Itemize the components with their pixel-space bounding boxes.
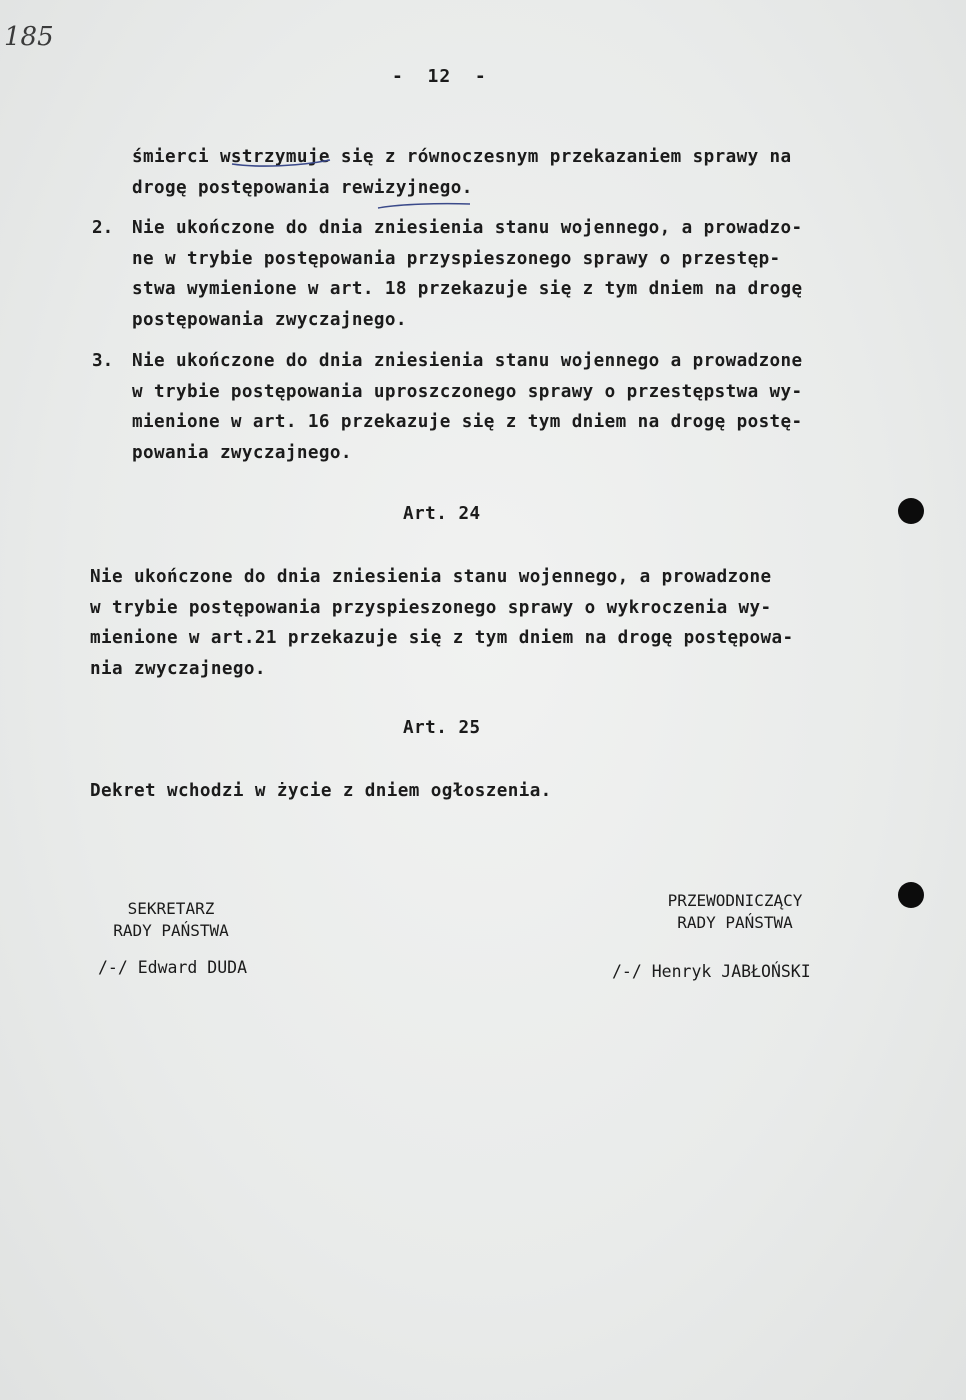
- article-line: Nie ukończone do dnia zniesienia stanu wojennego, a prowadzone: [90, 567, 772, 587]
- item-line: mienione w art. 16 przekazuje się z tym dniem na drogę postę-: [132, 412, 803, 432]
- punch-hole: [898, 882, 924, 908]
- article-24-text: [90, 562, 794, 684]
- article-24-heading: Art. 24: [403, 504, 481, 524]
- item-line: Nie ukończone do dnia zniesienia stanu wojennego a prowadzone: [132, 351, 803, 371]
- article-25-heading: Art. 25: [403, 718, 481, 738]
- item-text: [132, 213, 803, 335]
- article-line: w trybie postępowania przyspieszonego sprawy o wykroczenia wy-: [90, 597, 772, 618]
- signatory-left-name: /-/ Edward DUDA: [98, 958, 248, 977]
- item-line: powania zwyczajnego.: [132, 442, 352, 463]
- item-number: 2.: [92, 218, 114, 238]
- article-line: nia zwyczajnego.: [90, 658, 266, 679]
- signatory-left-title: SEKRETARZ RADY PAŃSTWA: [113, 899, 229, 940]
- article-line: mienione w art.21 przekazuje się z tym dniem na drogę postępowa-: [90, 628, 794, 648]
- item-line: stwa wymienione w art. 18 przekazuje się z tym dniem na drogę: [132, 279, 803, 299]
- signatory-right-name: /-/ Henryk JABŁOŃSKI: [612, 962, 811, 981]
- item-line: ne w trybie postępowania przyspieszonego sprawy o przestęp-: [132, 248, 781, 269]
- item-number: 3.: [92, 351, 114, 371]
- page-number: - 12 -: [392, 66, 487, 87]
- continuation-line: drogę postępowania rewizyjnego.: [132, 177, 473, 198]
- punch-hole: [898, 498, 924, 524]
- article-25-text: Dekret wchodzi w życie z dniem ogłoszenia.: [90, 781, 552, 801]
- item-text: [132, 346, 803, 468]
- item-line: Nie ukończone do dnia zniesienia stanu wojennego, a prowadzo-: [132, 218, 803, 238]
- handwritten-page-note: 185: [4, 22, 54, 52]
- signatory-right-title: PRZEWODNICZĄCY RADY PAŃSTWA: [667, 891, 803, 932]
- item-line: w trybie postępowania uproszczonego sprawy o przestępstwa wy-: [132, 381, 803, 402]
- item-line: postępowania zwyczajnego.: [132, 309, 407, 330]
- continuation-line: śmierci wstrzymuje się z równoczesnym przekazaniem sprawy na: [132, 147, 792, 167]
